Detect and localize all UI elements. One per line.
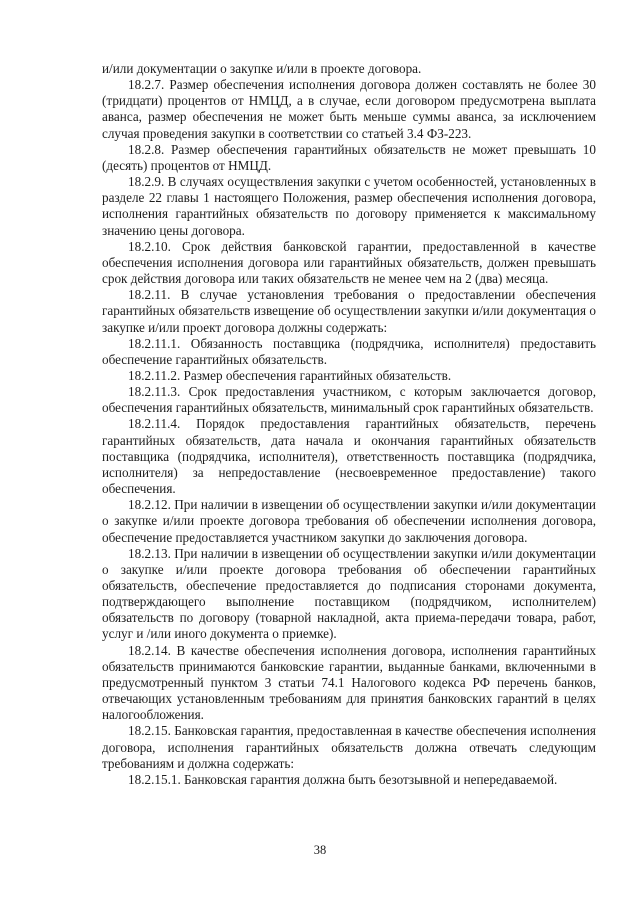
paragraph-18-2-10: 18.2.10. Срок действия банковской гарантии, предоставленной в качестве обеспечения исполнения договора или гарантийных обязательств, должен превышать срок действия договора или таких обязательств не менее чем на 2 (два) месяца. bbox=[102, 238, 596, 287]
paragraph-18-2-8: 18.2.8. Размер обеспечения гарантийных обязательств не может превышать 10 (десять) процентов от НМЦД. bbox=[102, 141, 596, 173]
paragraph-18-2-12: 18.2.12. При наличии в извещении об осуществлении закупки и/или документации о закупке и/или проекте договора требования об обеспечении исполнения договора, обеспечение предоставляется участником закупки до заключения договора. bbox=[102, 497, 596, 545]
paragraph-18-2-11: 18.2.11. В случае установления требования о предоставлении обеспечения гарантийных обязательств извещение об осуществлении закупки и/или документация о закупке и/или проект договора должны содержать: bbox=[102, 287, 596, 335]
document-body bbox=[102, 61, 596, 788]
page-number: 38 bbox=[313, 843, 327, 857]
paragraph-18-2-14: 18.2.14. В качестве обеспечения исполнения договора, исполнения гарантийных обязательств принимаются банковские гарантии, выданные банками, включенными в предусмотренный пунктом 3 статьи 74.1 Налогового кодекса РФ перечень банков, отвечающих установленным требованиям для принятия банковских гарантий в целях налогообложения. bbox=[102, 642, 596, 723]
paragraph-18-2-15: 18.2.15. Банковская гарантия, предоставленная в качестве обеспечения исполнения договора, исполнения гарантийных обязательств должна отвечать следующим требованиям и должна содержать: bbox=[102, 723, 596, 771]
paragraph-18-2-13: 18.2.13. При наличии в извещении об осуществлении закупки и/или документации о закупке и/или проекте договора требования об обеспечении гарантийных обязательств, обеспечение предоставляется до подписания сторонами документа, подтверждающего выполнение поставщиком (подрядчиком, исполнителем) обязательств по договору (товарной накладной, акта приема-передачи товара, работ, услуг и /или иного документа о приемке). bbox=[102, 545, 596, 642]
paragraph-18-2-7: 18.2.7. Размер обеспечения исполнения договора должен составлять не более 30 (тридцати) процентов от НМЦД, а в случае, если договором предусмотрена выплата аванса, размер обеспечения не может быть меньше суммы аванса, за исключением случая проведения закупки в соответствии со статьей 3.4 ФЗ-223. bbox=[102, 77, 596, 141]
paragraph-18-2-11-1: 18.2.11.1. Обязанность поставщика (подрядчика, исполнителя) предоставить обеспечение гарантийных обязательств. bbox=[102, 335, 596, 367]
paragraph-continuation: и/или документации о закупке и/или в проекте договора. bbox=[102, 61, 422, 76]
paragraph-18-2-11-2: 18.2.11.2. Размер обеспечения гарантийных обязательств. bbox=[128, 367, 452, 383]
paragraph-18-2-9: 18.2.9. В случаях осуществления закупки с учетом особенностей, установленных в разделе 22 главы 1 настоящего Положения, размер обеспечения исполнения договора, исполнения гарантийных обязательств по договору применяется к максимальному значению цены договора. bbox=[102, 174, 596, 238]
paragraph-18-2-15-1: 18.2.15.1. Банковская гарантия должна быть безотзывной и непередаваемой. bbox=[128, 771, 558, 787]
paragraph-18-2-11-3: 18.2.11.3. Срок предоставления участником, с которым заключается договор, обеспечения гарантийных обязательств, минимальный срок гарантийных обязательств. bbox=[102, 384, 596, 416]
paragraph-18-2-11-4: 18.2.11.4. Порядок предоставления гарантийных обязательств, перечень гарантийных обязательств, дата начала и окончания гарантийных обязательств поставщика (подрядчика, исполнителя), ответственность поставщика (подрядчика, исполнителя) за непредоставление (несвоевременное предоставление) такого обеспечения. bbox=[102, 416, 596, 497]
